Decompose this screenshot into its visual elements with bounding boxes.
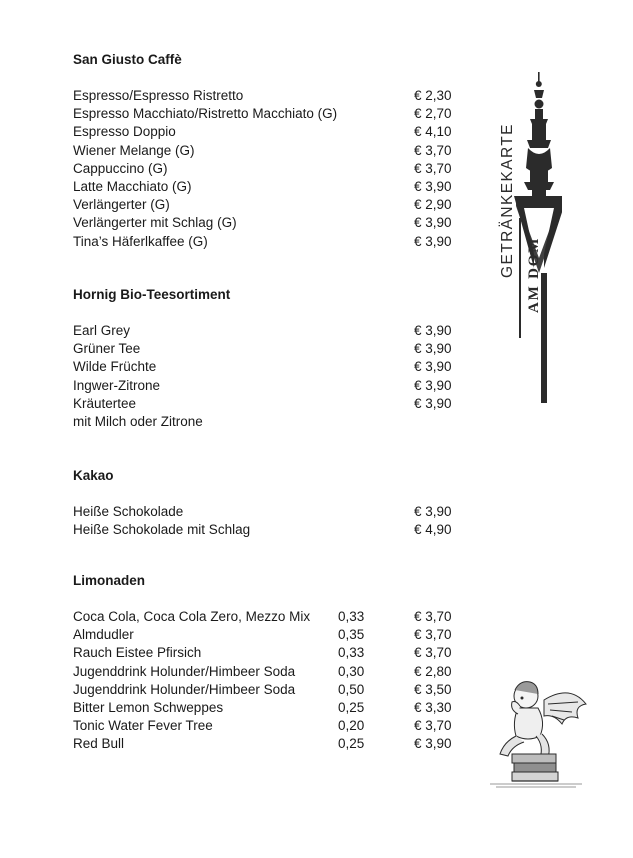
menu-item bbox=[73, 87, 473, 105]
item-list bbox=[73, 503, 473, 539]
item-note: mit Milch oder Zitrone bbox=[73, 413, 203, 429]
item-price: € 3,90 bbox=[414, 504, 452, 519]
item-price: € 3,50 bbox=[414, 681, 452, 697]
item-name: Verlängerter mit Schlag (G) bbox=[73, 215, 237, 231]
menu-item bbox=[73, 503, 473, 521]
item-name: Cappuccino (G) bbox=[73, 160, 168, 176]
menu-item bbox=[73, 717, 473, 735]
menu-item bbox=[73, 699, 473, 717]
item-price: € 3,90 bbox=[414, 215, 452, 231]
menu-item bbox=[73, 233, 473, 251]
menu-item bbox=[73, 644, 473, 662]
menu-item bbox=[73, 735, 473, 753]
item-name: Coca Cola, Coca Cola Zero, Mezzo Mix bbox=[73, 609, 311, 624]
item-price: € 2,70 bbox=[414, 106, 452, 122]
menu-item bbox=[73, 626, 473, 644]
menu-item bbox=[73, 358, 473, 376]
menu-item bbox=[73, 681, 473, 699]
section-title: Hornig Bio-Teesortiment bbox=[73, 287, 231, 302]
menu-item bbox=[73, 160, 473, 178]
item-price: € 3,90 bbox=[414, 359, 452, 375]
section-title: San Giusto Caffè bbox=[73, 52, 182, 67]
item-size: 0,50 bbox=[338, 681, 365, 697]
item-size: 0,30 bbox=[338, 663, 365, 679]
item-price: € 3,70 bbox=[414, 718, 452, 734]
item-price: € 2,90 bbox=[414, 197, 452, 213]
item-size: 0,33 bbox=[338, 645, 365, 661]
menu-item bbox=[73, 377, 473, 395]
item-price: € 2,80 bbox=[414, 663, 452, 679]
item-name: Heiße Schokolade bbox=[73, 504, 184, 519]
menu-item bbox=[73, 521, 473, 539]
menu-item bbox=[73, 178, 473, 196]
menu-item bbox=[73, 340, 473, 358]
item-name: Wiener Melange (G) bbox=[73, 142, 195, 158]
item-price: € 3,90 bbox=[414, 395, 452, 411]
item-size: 0,25 bbox=[338, 699, 365, 715]
menu-item bbox=[73, 214, 473, 232]
item-list bbox=[73, 608, 473, 754]
item-name: Almdudler bbox=[73, 627, 134, 643]
item-name: Earl Grey bbox=[73, 323, 131, 338]
item-price: € 3,70 bbox=[414, 160, 452, 176]
item-name: Heiße Schokolade mit Schlag bbox=[73, 522, 251, 538]
menu-item bbox=[73, 663, 473, 681]
menu-item bbox=[73, 196, 473, 214]
section-title: Kakao bbox=[73, 468, 114, 483]
item-price: € 4,90 bbox=[414, 522, 452, 538]
item-price: € 3,70 bbox=[414, 142, 452, 158]
item-price: € 3,90 bbox=[414, 736, 452, 752]
section-cocoa bbox=[73, 467, 473, 539]
item-name: Verlängerter (G) bbox=[73, 197, 170, 213]
item-name: Jugenddrink Holunder/Himbeer Soda bbox=[73, 663, 296, 679]
menu-item bbox=[73, 142, 473, 160]
item-list bbox=[73, 87, 473, 251]
logo-title: GETRÄNKEKARTE bbox=[499, 123, 516, 278]
section-lemonades bbox=[73, 572, 473, 754]
item-size: 0,35 bbox=[338, 627, 365, 643]
item-price: € 3,90 bbox=[414, 341, 452, 357]
section-title: Limonaden bbox=[73, 573, 146, 588]
item-name: Jugenddrink Holunder/Himbeer Soda bbox=[73, 681, 296, 697]
logo-subtitle: AM DOM bbox=[526, 236, 542, 313]
item-name: Ingwer-Zitrone bbox=[73, 377, 161, 393]
item-size: 0,33 bbox=[338, 609, 365, 624]
item-name: Espresso Doppio bbox=[73, 124, 176, 140]
menu-item bbox=[73, 322, 473, 340]
menu-item bbox=[73, 608, 473, 626]
item-size: 0,20 bbox=[338, 718, 365, 734]
item-price: € 3,90 bbox=[414, 377, 452, 393]
item-price: € 2,30 bbox=[414, 88, 452, 103]
getraenkekarte-logo bbox=[492, 68, 562, 408]
cherub-angel-on-books-icon bbox=[482, 670, 592, 790]
item-price: € 3,70 bbox=[414, 627, 452, 643]
item-name: Bitter Lemon Schweppes bbox=[73, 699, 224, 715]
item-name: Rauch Eistee Pfirsich bbox=[73, 645, 202, 661]
item-list bbox=[73, 322, 473, 431]
item-size: 0,25 bbox=[338, 736, 365, 752]
item-price: € 3,90 bbox=[414, 323, 452, 338]
item-name: Grüner Tee bbox=[73, 341, 141, 357]
item-name: Espresso Macchiato/Ristretto Macchiato (G) bbox=[73, 106, 338, 122]
item-price: € 3,90 bbox=[414, 178, 452, 194]
item-name: Tonic Water Fever Tree bbox=[73, 718, 213, 734]
item-name: Wilde Früchte bbox=[73, 359, 157, 375]
item-price: € 3,90 bbox=[414, 233, 452, 249]
item-name: Tina’s Häferlkaffee (G) bbox=[73, 233, 208, 249]
menu-item bbox=[73, 123, 473, 141]
item-name: Latte Macchiato (G) bbox=[73, 178, 192, 194]
item-name: Red Bull bbox=[73, 736, 125, 752]
item-price: € 3,30 bbox=[414, 699, 452, 715]
item-name: Espresso/Espresso Ristretto bbox=[73, 88, 244, 103]
section-tea bbox=[73, 286, 473, 431]
menu-item bbox=[73, 395, 473, 413]
item-price: € 4,10 bbox=[414, 124, 452, 140]
item-price: € 3,70 bbox=[414, 645, 452, 661]
menu-item bbox=[73, 105, 473, 123]
item-name: Kräutertee bbox=[73, 395, 137, 411]
item-price: € 3,70 bbox=[414, 609, 452, 624]
section-coffee bbox=[73, 51, 473, 251]
